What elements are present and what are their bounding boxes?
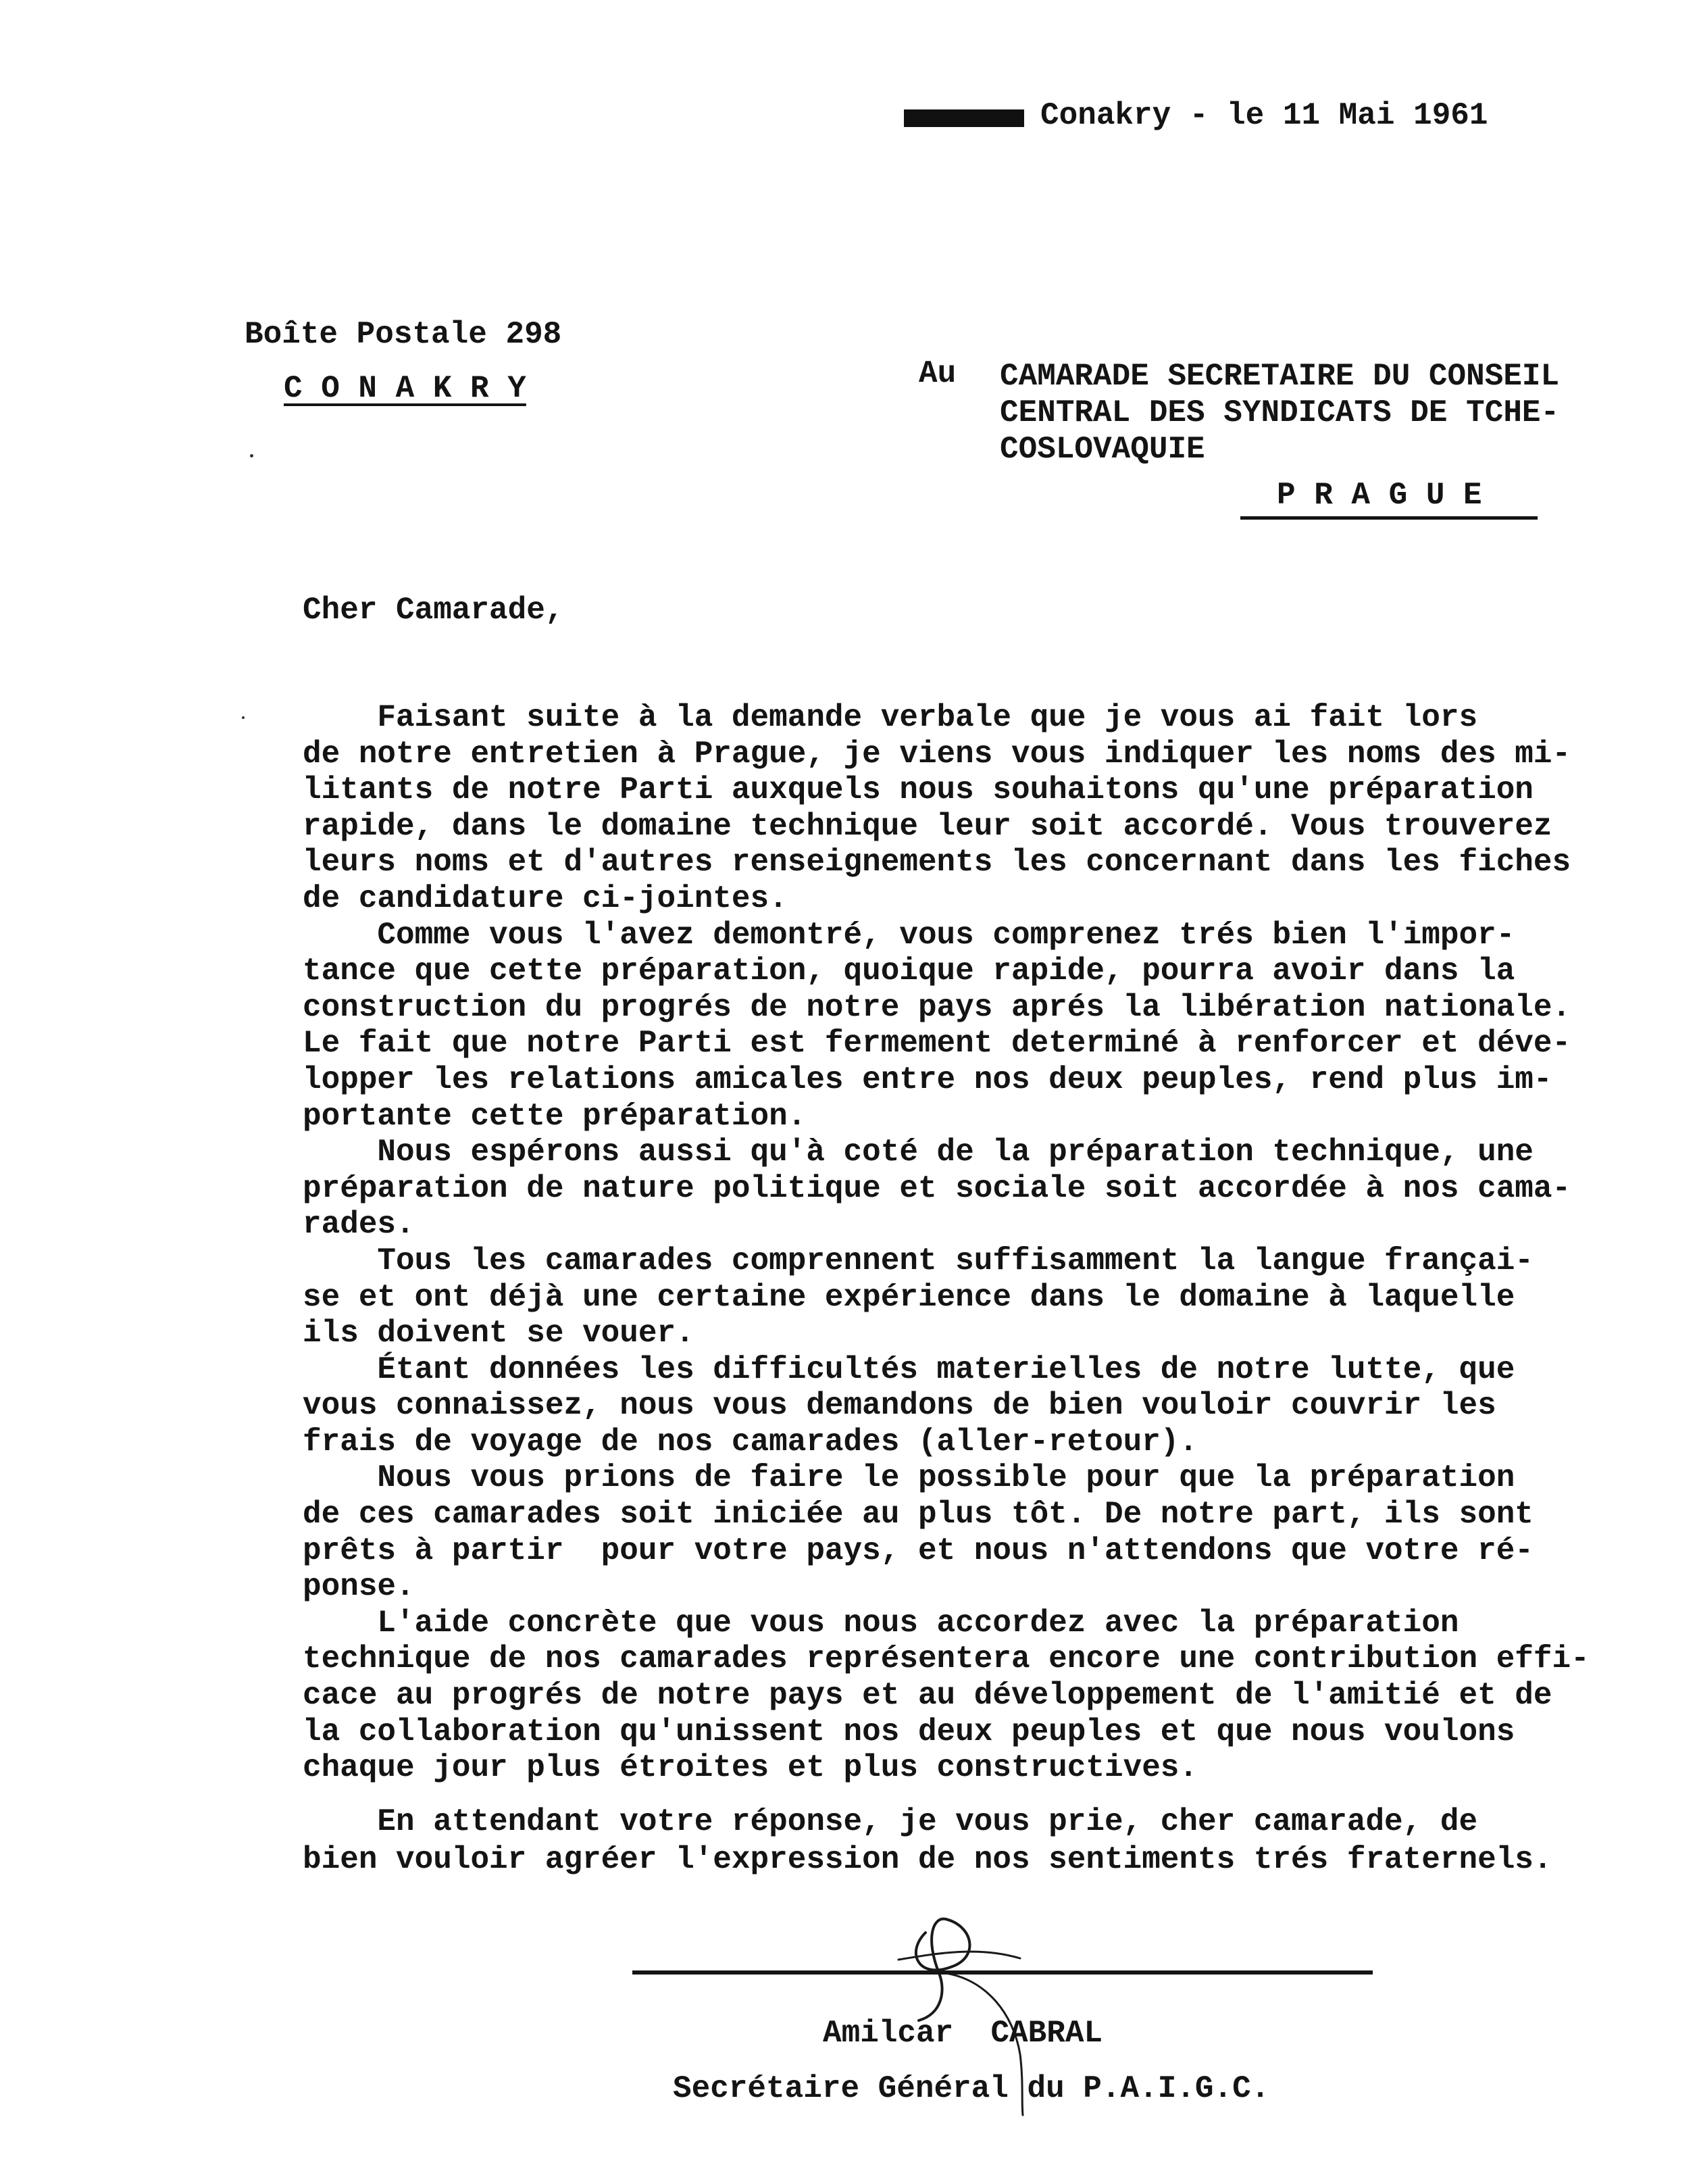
sender-postal-box: Boîte Postale 298 [245,317,562,352]
letter-closing: En attendant votre réponse, je vous prie, cher camarade, de bien vouloir agréer l'expression de nos sentiments trés fraternels. [303,1804,1552,1877]
letter-body: Faisant suite à la demande verbale que je vous ai fait lors de notre entretien à Prague, je viens vous indiquer les noms des mi- litants de notre Parti auxquels nous souhaitons qu'une préparation rapide, dans le domaine technique leur soit accordé. Vous trouverez leurs noms et d'autres renseignements les concernant dans les fiches de candidature ci-jointes. Comme vous l'avez demontré, vous comprenez trés bien l'impor- tance que cette préparation, quoique rapide, pourra avoir dans la construction du progrés de notre pays aprés la libération nationale. Le fait que notre Parti est fermement determiné à renforcer et déve- lopper les relations amicales entre nos deux peuples, rend plus im- portante cette préparation. Nous espérons aussi qu'à coté de la préparation technique, une préparation de nature politique et sociale soit accordée à nos cama- rades. Tous les camarades comprennent suffisamment la langue françai- se et ont déjà une certaine expérience dans le domaine à laquelle ils doivent se vouer. Étant données les difficultés materielles de notre lutte, que vous connaissez, nous vous demandons de bien vouloir couvrir les frais de voyage de nos camarades (aller-retour). Nous vous prions de faire le possible pour que la préparation de ces camarades soit iniciée au plus tôt. De notre part, ils sont prêts à partir pour votre pays, et nous n'attendons que votre ré- ponse. L'aide concrète que vous nous accordez avec la préparation technique de nos camarades représentera encore une contribution effi- cace au progrés de notre pays et au développement de l'amitié et de la collaboration qu'unissent nos deux peuples et que nous voulons chaque jour plus étroites et plus constructives. [303,700,1590,1786]
letter-date: Conakry - le 11 Mai 1961 [1040,98,1488,133]
recipient-prefix: Au [919,356,957,391]
paper-speck [250,454,253,457]
paper-speck [242,716,245,719]
signatory-name: Amilcar CABRAL [823,2016,1103,2051]
recipient-address: CAMARADE SECRETAIRE DU CONSEIL CENTRAL DES SYNDICATS DE TCHE- COSLOVAQUIE [1000,359,1560,467]
sender-city: C O N A K R Y [284,371,526,406]
signature-line [632,1970,1373,1975]
recipient-city: P R A G U E [1277,478,1482,513]
salutation: Cher Camarade, [303,593,564,628]
recipient-city-underline [1240,516,1538,520]
redaction-mark [904,109,1024,127]
signatory-title: Secrétaire Général du P.A.I.G.C. [673,2071,1270,2106]
